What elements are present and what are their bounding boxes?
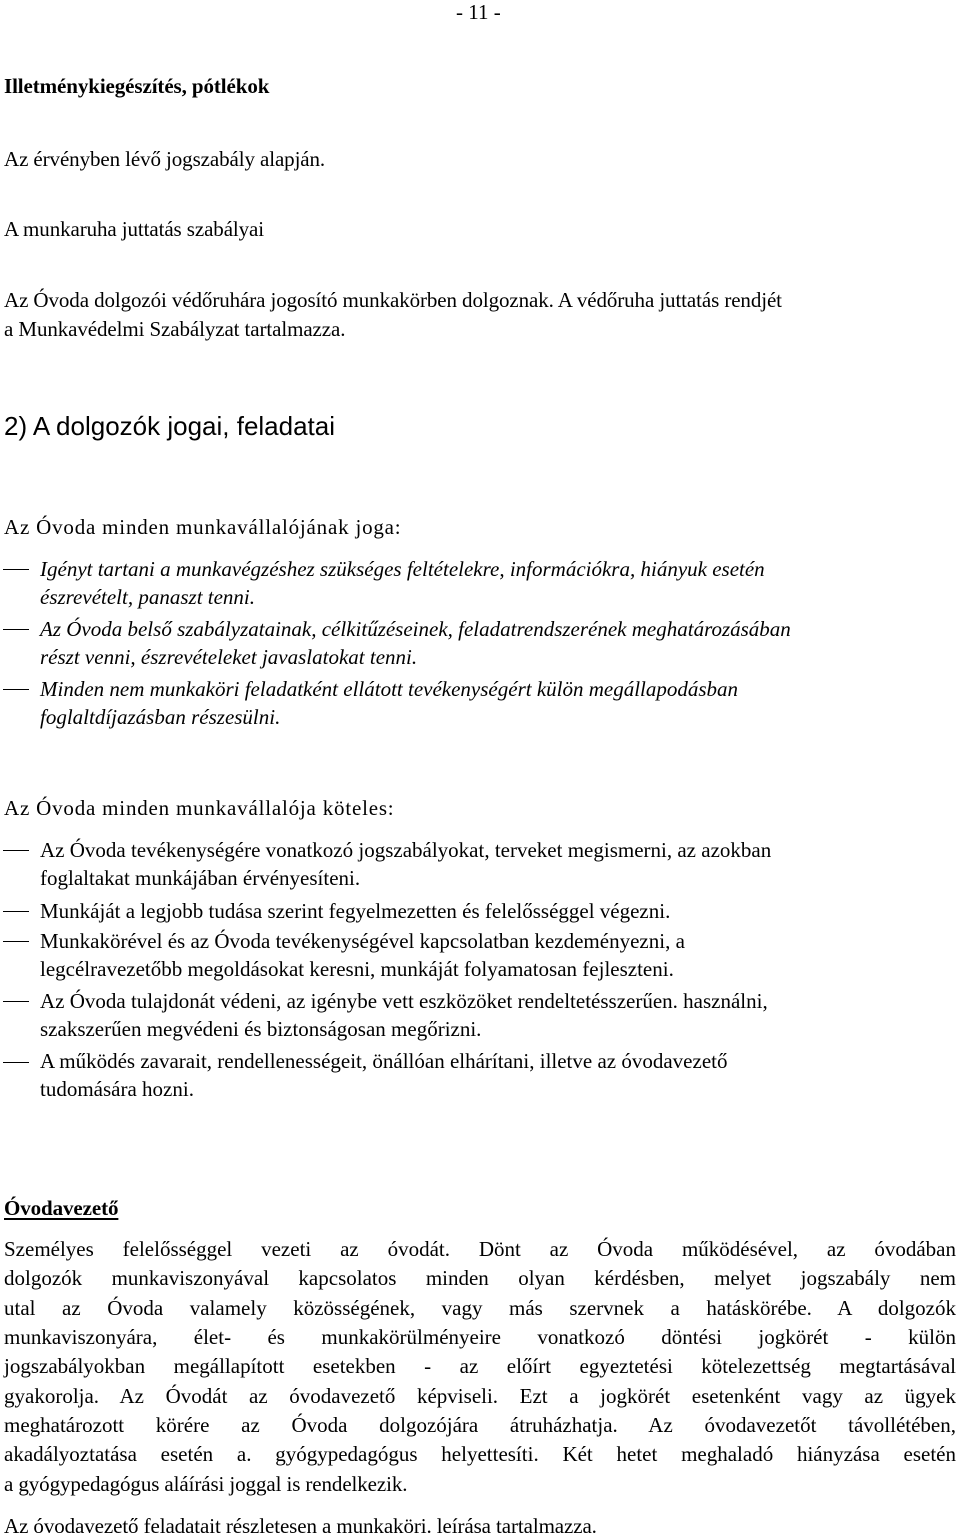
workwear-heading: A munkaruha juttatás szabályai [4,217,265,241]
paragraph-line: munkaviszonyára, élet- és munkakörülményeire vonatkozó döntési jogkörét - külön [4,1325,956,1349]
rights-duties-heading: 2) A dolgozók jogai, feladatai [4,411,336,441]
dash-bullet [3,629,29,630]
workwear-text-line-1: Az Óvoda dolgozói védőruhára jogosító munkakörben dolgoznak. A védőruha juttatás rendjét [4,288,782,312]
dash-bullet [3,1062,29,1063]
paragraph-line: dolgozók munkaviszonyával kapcsolatos minden olyan kérdésben, melyet jogszabály nem [4,1266,956,1290]
rights-heading: Az Óvoda minden munkavállalójának joga: [4,515,402,539]
dash-bullet [3,569,29,570]
dash-bullet [3,850,29,851]
paragraph-line: meghatározott körére az Óvoda dolgozójára átruházhatja. Az óvodavezetőt távollétében, [4,1413,956,1437]
dash-bullet [3,1001,29,1002]
dash-bullet [3,689,29,690]
page-number: - 11 - [456,0,501,24]
supplement-heading: Illetménykiegészítés, pótlékok [4,74,270,98]
dash-bullet [3,911,29,912]
paragraph-line: akadályoztatása esetén a. gyógypedagógus helyettesíti. Két hetet meghaladó hiányzása esetén [4,1442,956,1466]
director-heading: Óvodavezető [4,1196,119,1220]
director-footer: Az óvodavezető feladatait részletesen a munkaköri. leírása tartalmazza. [4,1514,597,1538]
paragraph-line: utal az Óvoda valamely közösségének, vagy más szervnek a hatáskörébe. A dolgozók [4,1296,956,1320]
paragraph-line: jogszabályokban megállapított esetekben - az előírt egyeztetési kötelezettség megtartásával [4,1354,956,1378]
paragraph-line: gyakorolja. Az Óvodát az óvodavezető képviseli. Ezt a jogkörét esetenként vagy az ügyek [4,1384,956,1408]
supplement-text: Az érvényben lévő jogszabály alapján. [4,147,326,171]
paragraph-line: Személyes felelősséggel vezeti az óvodát. Dönt az Óvoda működésével, az óvodában [4,1237,956,1261]
workwear-text-line-2: a Munkavédelmi Szabályzat tartalmazza. [4,317,346,341]
duties-heading: Az Óvoda minden munkavállalója köteles: [4,796,395,820]
dash-bullet [3,941,29,942]
paragraph-line: a gyógypedagógus aláírási joggal is rendelkezik. [4,1472,408,1496]
